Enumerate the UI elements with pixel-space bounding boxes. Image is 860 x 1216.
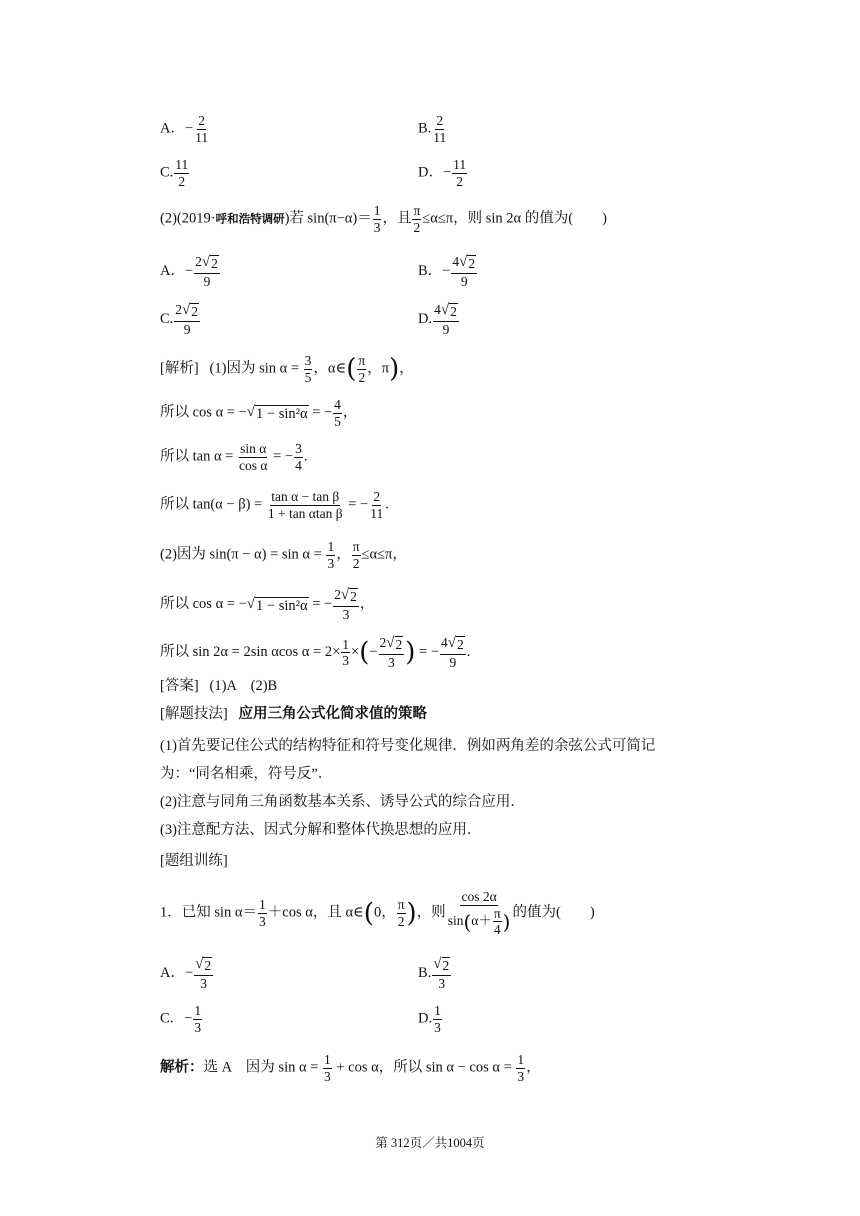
fraction — [193, 1004, 202, 1034]
denominator: 2 — [352, 555, 360, 571]
numerator: sin α — [240, 441, 267, 456]
sqrt — [459, 255, 476, 272]
denominator: 4 — [493, 922, 501, 937]
fraction — [452, 158, 467, 188]
coefficient: 4 — [452, 254, 460, 269]
q1-option-b — [418, 114, 448, 144]
numerator — [333, 588, 359, 607]
option-label: D． — [418, 164, 443, 181]
fraction — [352, 540, 361, 570]
fraction — [341, 638, 350, 668]
fraction — [516, 1053, 525, 1083]
solution-line-4 — [160, 490, 389, 520]
fraction — [194, 114, 209, 144]
denominator: 3 — [438, 975, 446, 991]
numerator: 1 — [324, 1052, 331, 1067]
sqrt — [341, 588, 358, 605]
numerator: 2 — [373, 489, 381, 504]
radicand: 2 — [350, 589, 357, 604]
sqrt — [386, 636, 403, 653]
fraction — [447, 890, 512, 937]
solution-line-3 — [160, 442, 307, 472]
denominator: 9 — [449, 654, 457, 670]
math-text: . — [303, 448, 308, 465]
denominator: 2 — [397, 913, 405, 929]
numerator — [433, 303, 459, 322]
math-text: ， — [526, 1059, 541, 1076]
option-label: A． — [160, 964, 185, 981]
math-text: ， — [359, 595, 375, 612]
radical-sign: √ — [201, 254, 211, 270]
radical-sign: √ — [386, 635, 395, 651]
math-text: ， — [342, 404, 358, 421]
fraction — [333, 588, 359, 621]
math-text: = − — [308, 595, 333, 612]
math-text: 所以 tan α = — [160, 448, 237, 465]
sqrt — [195, 957, 212, 974]
drill-option-a — [160, 957, 214, 990]
drill-solution — [160, 1053, 541, 1083]
numerator: 1 — [342, 636, 349, 652]
numerator: 1 — [517, 1052, 525, 1067]
radicand: 2 — [442, 958, 450, 973]
answer-line — [160, 676, 277, 696]
fraction — [194, 957, 213, 990]
denominator: 3 — [327, 555, 335, 571]
denominator: 3 — [517, 1068, 525, 1084]
method-point-3: (3)注意配方法、因式分解和整体代换思想的应用． — [160, 822, 482, 838]
math-text: 所以 cos α = − — [160, 595, 247, 612]
sqrt — [202, 255, 219, 272]
fraction — [323, 1053, 332, 1083]
left-paren: ( — [359, 637, 370, 668]
numerator — [451, 255, 477, 274]
question-number: (2)(2019· — [160, 210, 216, 227]
math-text: sin — [447, 912, 464, 928]
option-label: B． — [418, 262, 443, 279]
drill-option-d — [418, 1004, 443, 1034]
denominator: 3 — [342, 653, 349, 668]
numerator: π — [413, 203, 421, 218]
radical-sign: √ — [340, 587, 350, 603]
denominator: 3 — [324, 1068, 331, 1084]
radical-sign: √ — [440, 302, 450, 318]
radical-sign: √ — [182, 302, 191, 318]
denominator: 5 — [304, 369, 312, 385]
stem-paren: (π−α) — [324, 210, 358, 227]
sqrt — [247, 405, 309, 423]
radicand: 1 − sin²α — [256, 406, 308, 423]
math-text: = − — [415, 643, 440, 660]
math-text: ，π — [367, 360, 390, 377]
drill-option-b — [418, 957, 452, 990]
solution-line-6 — [160, 588, 374, 621]
math-text: = − — [344, 496, 369, 513]
numerator: 1 — [259, 897, 266, 913]
math-text: 所以 tan(α − β) = — [160, 496, 266, 513]
right-paren: ) — [406, 898, 417, 929]
denominator: 5 — [334, 413, 341, 429]
denominator: 3 — [388, 654, 395, 670]
denominator: 2 — [178, 173, 186, 189]
denominator: 11 — [370, 505, 384, 521]
method-point-2: (2)注意与同角三角函数基本关系、诱导公式的综合应用． — [160, 794, 525, 810]
denominator: 2 — [358, 369, 366, 385]
q2-stem — [160, 204, 607, 234]
coefficient: 2 — [195, 254, 202, 269]
denominator: 9 — [203, 273, 211, 289]
math-text: 选 A 因为 sin α = — [203, 1059, 322, 1076]
question-source: 呼和浩特调研 — [215, 211, 285, 226]
numerator: 2 — [198, 113, 206, 128]
solution-line-7 — [160, 636, 470, 669]
q2-option-d — [418, 303, 460, 336]
option-label: C． — [160, 1010, 185, 1027]
numerator: 1 — [327, 539, 335, 554]
option-label: A． — [160, 120, 185, 137]
fraction — [294, 442, 303, 472]
minus-sign: − — [369, 643, 378, 660]
stem-text: ≤α≤π，则 sin 2α 的值为( ) — [422, 210, 607, 227]
coefficient: 2 — [175, 302, 183, 317]
radicand: 2 — [457, 637, 464, 652]
option-label: B. — [418, 964, 432, 981]
math-text: ≤α≤π， — [361, 546, 407, 563]
fraction — [432, 114, 447, 144]
minus-sign: − — [184, 262, 194, 279]
denominator: 3 — [259, 913, 266, 929]
fraction — [412, 204, 421, 234]
drill-question — [160, 890, 595, 937]
numerator: π — [352, 539, 360, 554]
question-text: 0， — [373, 904, 396, 921]
numerator: 3 — [304, 353, 312, 368]
numerator — [174, 303, 200, 322]
method-heading — [160, 704, 427, 724]
fraction — [267, 490, 344, 520]
minus-sign: − — [184, 120, 194, 137]
method-point-1: (1)首先要记住公式的结构特征和符号变化规律．例如两角差的余弦公式可简记为：“同名相乘，符号反”． — [160, 738, 656, 782]
numerator: cos 2α — [461, 889, 497, 904]
solution-tag: [解析] — [160, 360, 199, 377]
math-text: . — [466, 643, 471, 660]
q2-option-c — [160, 303, 201, 336]
numerator — [440, 636, 466, 655]
denominator: 3 — [434, 1019, 441, 1035]
option-label: C. — [160, 310, 174, 327]
question-text: ，则 — [416, 904, 446, 921]
answer-tag: [答案] — [160, 678, 199, 694]
question-text: 1．已知 sin α＝ — [160, 904, 258, 921]
option-label: C. — [160, 164, 174, 181]
right-paren: ) — [389, 354, 400, 384]
fraction — [326, 540, 335, 570]
numerator: tan α − tan β — [271, 489, 340, 504]
math-text: ， — [336, 546, 351, 563]
option-label: D. — [418, 310, 433, 327]
q1-option-a — [160, 114, 210, 144]
numerator: 11 — [453, 157, 467, 172]
fraction — [373, 204, 382, 234]
solution-line-2 — [160, 398, 357, 428]
numerator: 1 — [373, 203, 381, 218]
fraction — [258, 898, 267, 928]
math-text: = − — [269, 448, 294, 465]
numerator — [379, 636, 405, 655]
minus-sign: − — [184, 964, 194, 981]
coefficient: 2 — [379, 635, 387, 650]
sqrt — [247, 597, 309, 615]
left-paren: ( — [463, 909, 472, 934]
fraction — [433, 1004, 442, 1034]
math-text: 所以 cos α = − — [160, 404, 247, 421]
radicand: 2 — [211, 256, 218, 271]
q1-option-c — [160, 158, 190, 188]
fraction — [397, 898, 406, 928]
stem-text: )若 sin — [284, 210, 325, 227]
numerator: π — [493, 905, 501, 921]
answer-text: (1)A (2)B — [209, 678, 278, 694]
numerator: 3 — [295, 441, 302, 456]
radical-sign: √ — [433, 956, 442, 972]
fraction — [304, 354, 313, 384]
q1-option-d — [418, 158, 468, 188]
math-text: (2)因为 sin(π − α) = sin α = — [160, 546, 326, 563]
fraction — [433, 303, 459, 336]
coefficient: 2 — [334, 587, 341, 602]
sqrt — [448, 636, 465, 653]
fraction — [174, 303, 200, 336]
radicand: 2 — [191, 304, 199, 319]
coefficient: 4 — [434, 302, 441, 317]
numerator — [194, 957, 213, 976]
minus-sign: − — [184, 1010, 193, 1027]
numerator: 1 — [434, 1003, 441, 1018]
math-text: + cos α，所以 sin α − cos α = — [332, 1059, 516, 1076]
question-text: 的值为( ) — [512, 904, 595, 921]
denominator: 2 — [456, 173, 464, 189]
denominator: 11 — [195, 129, 209, 145]
math-text: . — [385, 496, 389, 513]
fraction — [174, 158, 189, 188]
radicand: 1 − sin²α — [256, 597, 308, 614]
numerator: 1 — [194, 1003, 202, 1018]
denominator: 3 — [373, 219, 381, 235]
method-tag: [解题技法] — [160, 706, 228, 722]
fraction — [432, 957, 451, 990]
numerator: 2 — [436, 113, 444, 128]
numerator: 4 — [334, 397, 341, 412]
equals-sign: ＝ — [357, 210, 372, 227]
solution-tag: 解析： — [160, 1059, 204, 1076]
fraction — [451, 255, 477, 288]
option-label: B. — [418, 120, 432, 137]
radical-sign: √ — [459, 254, 468, 270]
denominator: 3 — [342, 606, 350, 622]
denominator: 1 + tan αtan β — [267, 505, 343, 521]
denominator: 9 — [442, 321, 450, 337]
math-text: = − — [308, 404, 333, 421]
method-title: 应用三角公式化简求值的策略 — [238, 706, 428, 722]
fraction — [440, 636, 466, 669]
fraction — [333, 398, 342, 428]
denominator: 11 — [433, 129, 447, 145]
math-text: (1)因为 sin α = — [209, 360, 303, 377]
radicand: 2 — [204, 958, 212, 973]
radical-sign: √ — [195, 956, 204, 972]
fraction — [369, 490, 384, 520]
page-footer: 第 312页／共1004页 — [375, 1136, 485, 1150]
sqrt — [441, 303, 458, 320]
denominator: 9 — [183, 321, 191, 337]
minus-sign: − — [442, 262, 451, 279]
option-label: A． — [160, 262, 185, 279]
math-text: 所以 sin 2α = 2sin αcos α = 2× — [160, 643, 341, 660]
denominator: 3 — [200, 975, 208, 991]
fraction — [194, 255, 220, 288]
drill-tag: [题组训练] — [160, 853, 228, 869]
drill-heading — [160, 851, 228, 871]
fraction — [357, 354, 366, 384]
numerator — [194, 255, 220, 274]
left-paren: ( — [363, 898, 374, 929]
radical-sign: √ — [246, 595, 256, 612]
q2-option-b — [418, 255, 478, 288]
math-text: α＋ — [471, 912, 492, 928]
minus-sign: − — [442, 164, 452, 181]
fraction — [379, 636, 405, 669]
denominator: 2 — [413, 219, 421, 235]
math-text: ，α∈ — [313, 360, 347, 377]
fraction — [493, 907, 502, 937]
radicand: 2 — [450, 304, 457, 319]
drill-option-c — [160, 1004, 203, 1034]
radicand: 2 — [395, 637, 403, 652]
numerator: π — [358, 353, 366, 368]
radicand: 2 — [468, 256, 476, 271]
numerator: 11 — [175, 157, 189, 172]
numerator — [432, 957, 451, 976]
denominator — [447, 906, 512, 937]
numerator: π — [397, 897, 405, 913]
math-text: × — [351, 643, 360, 660]
radical-sign: √ — [447, 635, 457, 651]
sqrt — [182, 303, 199, 320]
q2-option-a — [160, 255, 221, 288]
question-text: ＋cos α，且 α∈ — [267, 904, 364, 921]
radical-sign: √ — [246, 404, 256, 421]
option-label: D. — [418, 1010, 433, 1027]
solution-line-5 — [160, 540, 407, 570]
right-paren: ) — [405, 637, 416, 668]
sqrt — [433, 957, 450, 974]
denominator: 9 — [460, 273, 468, 289]
denominator: cos α — [239, 457, 268, 473]
left-paren: ( — [346, 354, 357, 384]
coefficient: 4 — [441, 635, 448, 650]
right-paren: ) — [502, 909, 511, 934]
stem-text: ，且 — [382, 210, 412, 227]
denominator: 3 — [194, 1019, 202, 1035]
fraction — [238, 442, 268, 472]
denominator: 4 — [295, 457, 302, 473]
solution-line-1: [解析] (1)因为 sin α = $\frac{3}{5}$ ，α∈( $\frac{\pi}{2}$ ，π)， — [160, 353, 414, 385]
